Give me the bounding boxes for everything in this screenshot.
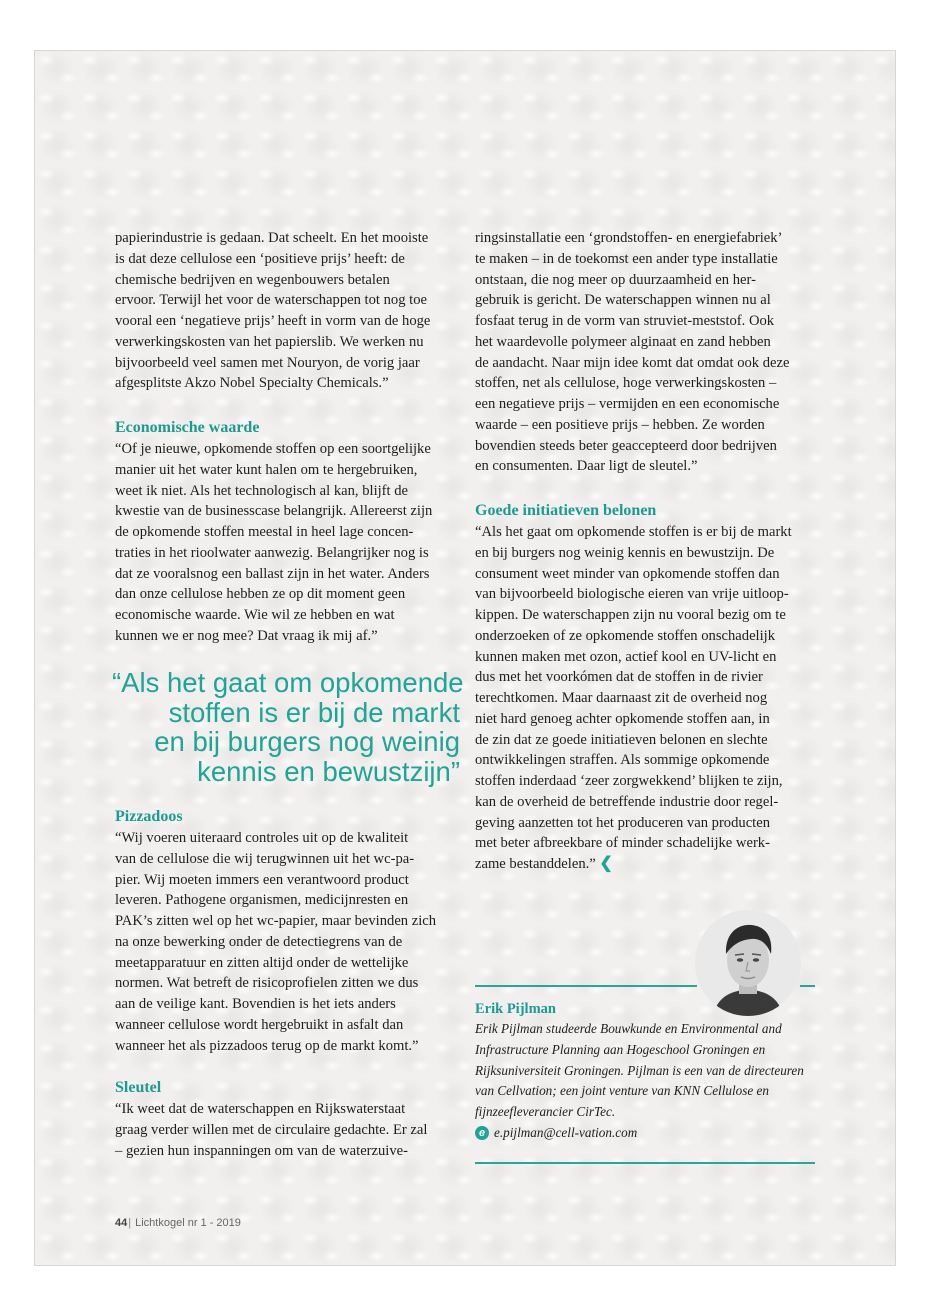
text-line: van bijvoorbeeld biologische eieren van vrije uitloop-: [475, 586, 789, 603]
text-line: ringsinstallatie een ‘grondstoffen- en energiefabriek’: [475, 230, 783, 246]
text-line: “Wij voeren uiteraard controles uit op de kwaliteit: [115, 830, 409, 846]
text-line: en bij burgers nog weinig kennis en bewustzijn. De: [475, 544, 775, 561]
text-line: manier uit het water kunt halen om te hergebruiken,: [115, 461, 418, 478]
text-line: PAK’s zitten wel op het wc-papier, maar bevinden zich: [115, 913, 437, 929]
text-line: de aandacht. Naar mijn idee komt dat omdat ook deze: [475, 354, 790, 371]
author-name: Erik Pijlman: [475, 1001, 556, 1017]
bio-bottom-rule: [475, 1162, 815, 1164]
text-line: aan de veilige kant. Bovendien is het iets anders: [115, 996, 396, 1012]
text-line: pier. Wij moeten immers een verantwoord product: [115, 871, 409, 888]
pull-quote-line: kennis en bewustzijn”: [197, 755, 460, 787]
bio-top-rule-right: [800, 985, 815, 987]
pull-quote-line: “Als het gaat om opkomende: [112, 667, 464, 698]
bio-line: Erik Pijlman studeerde Bouwkunde en Environmental and: [475, 1021, 782, 1036]
text-line: dan onze cellulose hebben ze op dit moment geen: [115, 586, 406, 603]
text-line: dat ze vooralsnog een ballast zijn in het water. Anders: [115, 565, 430, 582]
text-line: waarde – een positieve prijs – hebben. Ze worden: [475, 416, 765, 433]
text-line: kunnen we er nog mee? Dat vraag ik mij af.”: [115, 627, 378, 644]
text-line: stoffen inderdaad ‘zeer zorgwekkend’ blijken te zijn,: [475, 773, 783, 789]
text-line: consument weet minder van opkomende stoffen dan: [475, 565, 780, 582]
email-link[interactable]: e.pijlman@cell-vation.com: [494, 1124, 638, 1140]
left-intro: [115, 228, 460, 394]
text-line: na onze bewerking onder de detectiegrens van de: [115, 933, 403, 950]
text-line: onderzoeken of ze opkomende stoffen onschadelijk: [475, 627, 776, 644]
text-line: niet hard genoeg achter opkomende stoffen aan, in: [475, 710, 770, 727]
text-line: met beter afbreekbare of minder schadelijke werk-: [475, 835, 770, 852]
text-line: leveren. Pathogene organismen, medicijnresten en: [115, 892, 409, 909]
text-line: geving aanzetten tot het produceren van producten: [475, 814, 770, 831]
text-line: “Als het gaat om opkomende stoffen is er bij de markt: [475, 524, 792, 540]
email-icon: e: [475, 1126, 489, 1140]
end-mark-icon: ❮: [599, 855, 613, 872]
text-line: papierindustrie is gedaan. Dat scheelt. En het mooiste: [115, 230, 429, 246]
text-line: een negatieve prijs – vermijden en een economische: [475, 396, 780, 412]
section-body: [115, 439, 460, 647]
text-line: chemische bedrijven en wegenbouwers betalen: [115, 271, 390, 288]
text-line: “Ik weet dat de waterschappen en Rijkswaterstaat: [115, 1101, 406, 1118]
section-heading-sleutel: Sleutel: [115, 1079, 162, 1097]
text-line: is dat deze cellulose een ‘positieve prijs’ heeft: de: [115, 250, 405, 267]
email-row: [475, 1123, 820, 1143]
last-line-text: zame bestanddelen.”: [475, 856, 596, 872]
text-line: van de cellulose die wij terugwinnen uit het wc-pa-: [115, 850, 415, 867]
text-line: – gezien hun inspanningen om van de waterzuive-: [115, 1142, 408, 1159]
bio-text: [475, 1019, 820, 1123]
text-line: kunnen maken met ozon, actief kool en UV-licht en: [475, 648, 777, 665]
publication-name: Lichtkogel nr 1 - 2019: [135, 1217, 241, 1229]
text-line: terechtkomen. Maar daarnaast zit de overheid nog: [475, 690, 768, 706]
left-column: [115, 228, 460, 647]
section-body: [475, 522, 815, 875]
text-line: bijvoorbeeld veel samen met Nouryon, de vorig jaar: [115, 354, 420, 371]
section-body: [115, 828, 460, 1056]
text-line: kan de overheid de betreffende industrie door regel-: [475, 793, 779, 810]
page-footer: [115, 1217, 241, 1229]
text-line: afgesplitste Akzo Nobel Specialty Chemicals.”: [115, 375, 389, 392]
bio-line: fijnzeefleverancier CirTec.: [475, 1104, 616, 1120]
section-heading-goede-initiatieven: Goede initiatieven belonen: [475, 502, 657, 519]
footer-separator: |: [128, 1217, 132, 1229]
text-line: wanneer het als pizzadoos terug op de markt komt.”: [115, 1037, 419, 1054]
text-line: traties in het rioolwater aanwezig. Belangrijker nog is: [115, 544, 429, 561]
text-line: het waardevolle polymeer alginaat en zand hebben: [475, 333, 771, 350]
section-heading-economische-waarde: Economische waarde: [115, 419, 260, 436]
text-line: te maken – in de toekomst een ander type installatie: [475, 250, 778, 267]
section-heading-pizzadoos: Pizzadoos: [115, 808, 183, 825]
text-line: en consumenten. Daar ligt de sleutel.”: [475, 458, 698, 475]
pull-quote-line: en bij burgers nog weinig: [154, 726, 460, 758]
text-line: ervoor. Terwijl het voor de waterschappen tot nog toe: [115, 292, 427, 309]
text-line: economische waarde. Wie wil ze hebben en wat: [115, 607, 395, 623]
text-line: normen. Wat betreft de risicoprofielen zitten we dus: [115, 975, 419, 992]
text-line: wanneer cellulose wordt hergebruikt in asfalt dan: [115, 1016, 404, 1033]
pull-quote: [112, 667, 464, 787]
text-line: gebruik is gericht. De waterschappen winnen nu al: [475, 292, 771, 309]
section-body: [115, 1099, 460, 1161]
bio-line: Rijksuniversiteit Groningen. Pijlman is een van de directeuren: [475, 1062, 804, 1078]
text-line: graag verder willen met de circulaire gedachte. Er zal: [115, 1122, 428, 1138]
text-line: “Of je nieuwe, opkomende stoffen op een soortgelijke: [115, 441, 431, 457]
text-line: ontstaan, die nog meer op duurzaamheid en her-: [475, 271, 756, 288]
page-number: 44: [115, 1217, 128, 1229]
text-line: dus met het voorkómen dat de stoffen in de rivier: [475, 669, 763, 686]
author-bio: [475, 999, 820, 1143]
text-line: de opkomende stoffen meestal in heel lage concen-: [115, 524, 414, 540]
text-line: fosfaat terug in de vorm van struviet-meststof. Ook: [475, 313, 775, 329]
pull-quote-line: stoffen is er bij de markt: [168, 696, 460, 728]
text-line: ontwikkelingen straffen. Als sommige opkomende: [475, 752, 770, 769]
text-line: kippen. De waterschappen zijn nu vooral bezig om te: [475, 607, 786, 623]
text-line: kwestie van de businesscase belangrijk. Allereerst zijn: [115, 503, 433, 520]
bio-line: van Cellvation; een joint venture van KNN Cellulose en: [475, 1083, 769, 1099]
text-line: meetapparatuur en zitten altijd onder de wettelijke: [115, 954, 409, 971]
text-line: vooral een ‘negatieve prijs’ heeft in vorm van de hoge: [115, 313, 431, 329]
bio-top-rule: [475, 985, 697, 987]
text-line: de zin dat ze goede initiatieven belonen en slechte: [475, 731, 768, 748]
text-line: verwerkingskosten van het papierslib. We werken nu: [115, 333, 424, 350]
text-line: weet ik niet. Als het technologisch al kan, blijft de: [115, 482, 409, 499]
text-line: stoffen, net als cellulose, hoge verwerkingskosten –: [475, 375, 777, 392]
left-column-lower: [115, 806, 460, 1162]
bio-line: Infrastructure Planning aan Hogeschool Groningen en: [475, 1041, 766, 1057]
text-line-last: [475, 854, 815, 875]
right-intro: [475, 228, 815, 477]
text-line: bovendien steeds beter geaccepteerd door bedrijven: [475, 437, 777, 454]
right-column: [475, 228, 815, 875]
